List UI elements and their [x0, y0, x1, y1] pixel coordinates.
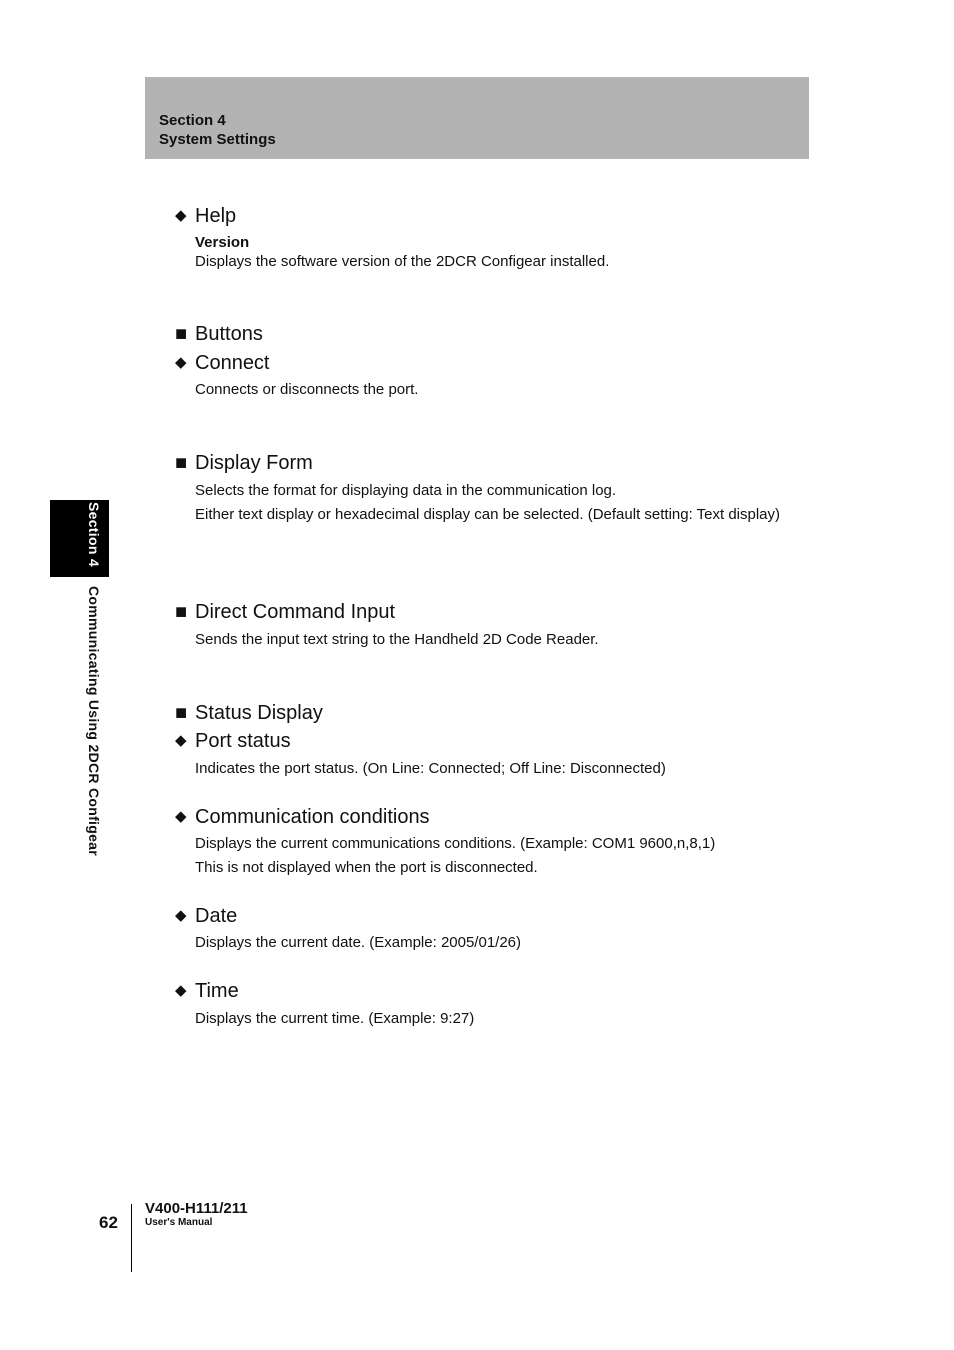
date-description: Displays the current date. (Example: 2005/01/26) [195, 934, 522, 951]
heading-connect-label: Connect [195, 352, 270, 374]
diamond-bullet-icon: ◆ [175, 354, 187, 371]
header-section-title: System Settings [159, 131, 276, 148]
communication-conditions-description-1: Displays the current communications conditions. (Example: COM1 9600,n,8,1) [195, 835, 716, 852]
page-number: 62 [99, 1213, 118, 1232]
square-bullet-icon: ■ [175, 601, 188, 623]
connect-description: Connects or disconnects the port. [195, 381, 419, 398]
port-status-description: Indicates the port status. (On Line: Connected; Off Line: Disconnected) [195, 760, 666, 777]
square-bullet-icon: ■ [175, 452, 188, 474]
heading-direct-command-label: Direct Command Input [195, 601, 396, 623]
version-description: Displays the software version of the 2DCR Configear installed. [195, 253, 610, 270]
heading-communication-conditions [175, 806, 430, 829]
footer-divider [131, 1204, 132, 1272]
heading-buttons-label: Buttons [195, 323, 263, 345]
square-bullet-icon: ■ [175, 323, 188, 345]
direct-command-description: Sends the input text string to the Handheld 2D Code Reader. [195, 631, 599, 648]
section-header-band [145, 77, 809, 159]
side-tab-section-label: Section 4 [86, 502, 102, 567]
version-label: Version [195, 234, 250, 251]
diamond-bullet-icon: ◆ [175, 207, 187, 224]
footer-manual-label: User's Manual [145, 1217, 213, 1228]
header-section-label: Section 4 [159, 112, 226, 129]
heading-connect [175, 352, 270, 375]
heading-time [175, 980, 239, 1003]
heading-display-form [175, 452, 313, 475]
heading-help [175, 205, 236, 228]
heading-buttons [175, 323, 263, 346]
heading-status-display [175, 702, 323, 725]
heading-date-label: Date [195, 905, 238, 927]
display-form-description-1: Selects the format for displaying data in the communication log. [195, 482, 617, 499]
heading-communication-conditions-label: Communication conditions [195, 806, 430, 828]
display-form-description-2: Either text display or hexadecimal display can be selected. (Default setting: Text display) [195, 506, 781, 523]
heading-date [175, 905, 237, 928]
time-description: Displays the current time. (Example: 9:27) [195, 1010, 475, 1027]
heading-time-label: Time [195, 980, 239, 1002]
heading-port-status [175, 730, 291, 753]
diamond-bullet-icon: ◆ [175, 732, 187, 749]
footer-model-name: V400-H111/211 [145, 1200, 248, 1217]
heading-status-display-label: Status Display [195, 702, 323, 724]
heading-port-status-label: Port status [195, 730, 291, 752]
square-bullet-icon: ■ [175, 702, 188, 724]
heading-display-form-label: Display Form [195, 452, 313, 474]
heading-direct-command-input [175, 601, 395, 624]
heading-help-label: Help [195, 205, 237, 227]
diamond-bullet-icon: ◆ [175, 907, 187, 924]
diamond-bullet-icon: ◆ [175, 808, 187, 825]
communication-conditions-description-2: This is not displayed when the port is disconnected. [195, 859, 538, 876]
side-chapter-title: Communicating Using 2DCR Configear [86, 586, 102, 856]
diamond-bullet-icon: ◆ [175, 982, 187, 999]
